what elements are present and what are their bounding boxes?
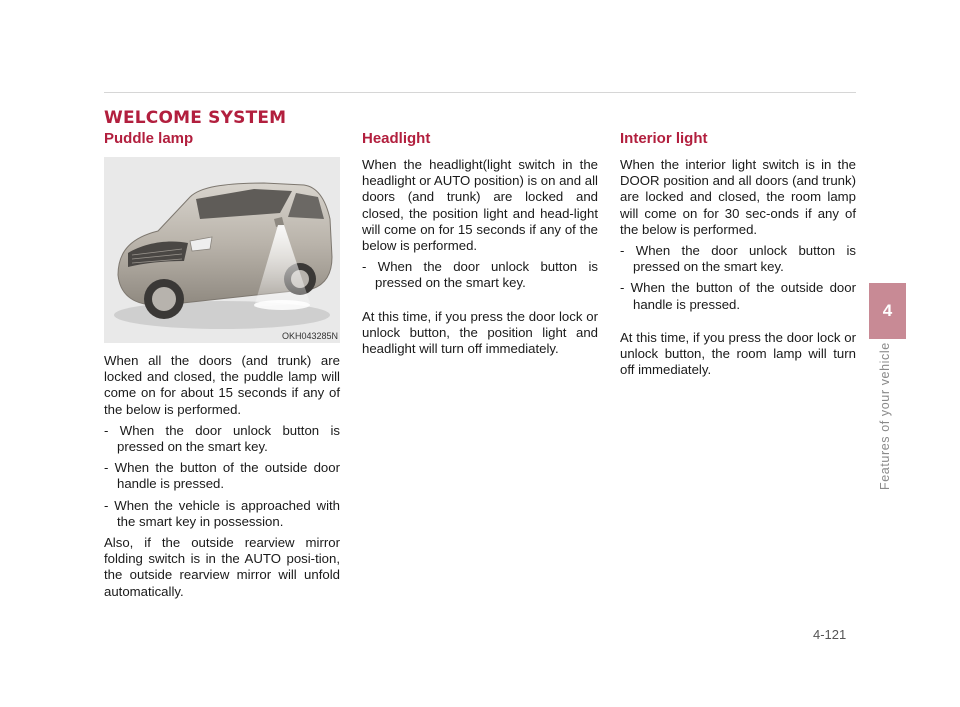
interior-light-intro: When the interior light switch is in the DOOR position and all doors (and trunk) are locked and closed, the room lamp will come on for 30 sec-onds if any of the below is performed. (620, 157, 856, 237)
headlight-section (362, 130, 598, 357)
puddle-lamp-section (104, 130, 340, 600)
headlight-item: - When the door unlock button is pressed on the smart key. (362, 259, 598, 291)
puddle-lamp-item: - When the vehicle is approached with the smart key in possession. (104, 497, 340, 529)
car-illustration (104, 157, 340, 343)
puddle-lamp-heading: Puddle lamp (104, 130, 194, 147)
page-number: 4-121 (813, 627, 847, 642)
puddle-lamp-intro: When all the doors (and trunk) are locked and closed, the puddle lamp will come on for about 15 seconds if any of the below is performed. (104, 353, 340, 417)
figure-code: OKH043285N (281, 331, 338, 341)
interior-light-item: - When the door unlock button is pressed on the smart key. (620, 243, 856, 275)
headlight-intro: When the headlight(light switch in the headlight or AUTO position) is on and all doors (and trunk) are locked and closed, the position light and head-light will come on for 15 seconds if any of the below is performed. (362, 157, 598, 254)
chapter-tab (869, 283, 906, 339)
top-rule (104, 92, 856, 93)
puddle-lamp-item: - When the button of the outside door handle is pressed. (104, 460, 340, 492)
section-title: WELCOME SYSTEM (104, 108, 287, 128)
headlight-outro: At this time, if you press the door lock or unlock button, the position light and headlight will turn off immediately. (362, 308, 598, 357)
puddle-lamp-outro: Also, if the outside rearview mirror folding switch is in the AUTO posi-tion, the outside rearview mirror will unfold automatically. (104, 535, 340, 599)
chapter-title: Features of your vehicle (878, 342, 892, 490)
car-puddle-lamp-figure (104, 157, 340, 343)
interior-light-item: - When the button of the outside door handle is pressed. (620, 280, 856, 312)
interior-light-heading: Interior light (620, 130, 708, 147)
interior-light-section (620, 130, 856, 378)
interior-light-outro: At this time, if you press the door lock or unlock button, the room lamp will turn off immediately. (620, 329, 856, 378)
headlight-heading: Headlight (362, 130, 431, 147)
puddle-lamp-item: - When the door unlock button is pressed on the smart key. (104, 422, 340, 455)
chapter-number: 4 (882, 301, 893, 320)
